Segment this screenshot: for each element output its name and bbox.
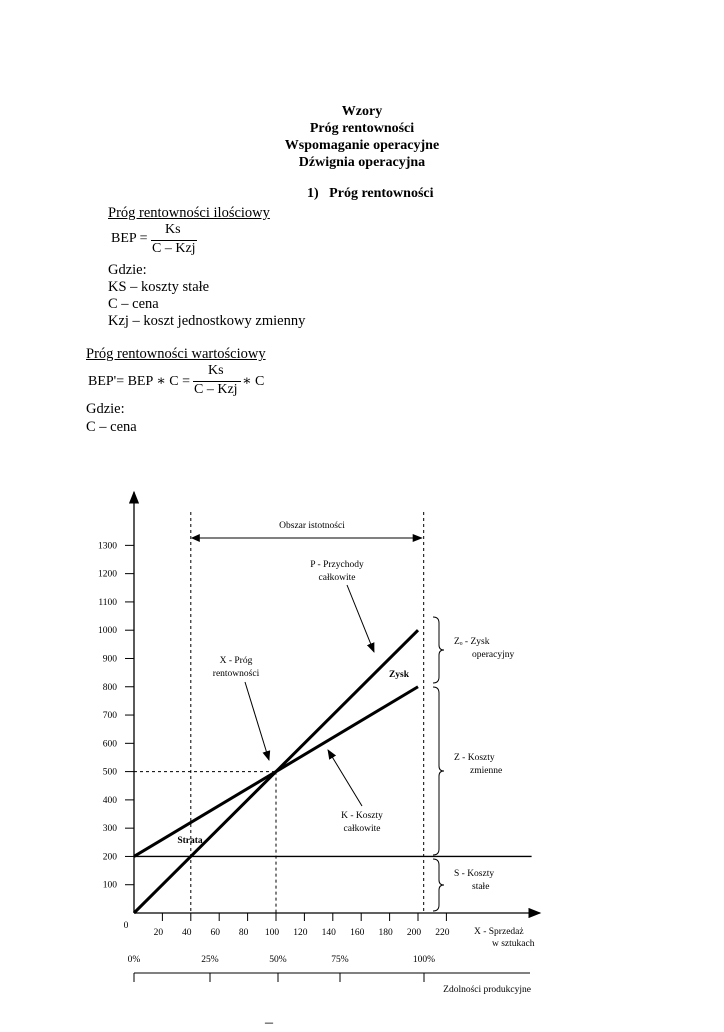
y-tick-label: 1000 xyxy=(98,626,117,637)
section-title: Próg rentowności xyxy=(329,186,434,201)
x-tick-label: 140 xyxy=(321,928,336,938)
x-axis-label-1: X - Sprzedaż xyxy=(474,927,524,937)
section-number: 1) xyxy=(307,186,319,201)
x-tick-label: 180 xyxy=(378,928,393,938)
bep-label-1: X - Próg xyxy=(219,656,253,666)
y-tick-label: 1200 xyxy=(98,569,117,580)
capacity-tick-label: 50% xyxy=(269,955,287,965)
revenue-label-2: całkowite xyxy=(318,573,356,583)
y-tick-label: 500 xyxy=(102,767,117,778)
x-tick-label: 40 xyxy=(182,928,192,938)
quantity-bep-numerator: Ks xyxy=(165,222,181,237)
quantity-def-c: C – cena xyxy=(108,296,159,312)
x-tick-label: 160 xyxy=(350,928,365,938)
title-wspomaganie: Wspomaganie operacyjne xyxy=(284,138,440,153)
y-tick-label: 1100 xyxy=(98,597,117,608)
total-cost-label-2: całkowite xyxy=(343,824,381,834)
operating-profit-label-1: Zₒ - Zysk xyxy=(454,637,490,647)
y-tick-label: 600 xyxy=(102,739,117,750)
value-bep-lhs: BEP'= BEP ∗ C = xyxy=(88,374,190,389)
value-bep-where: Gdzie: xyxy=(86,401,125,417)
capacity-tick-label: 25% xyxy=(201,955,219,965)
footer-mark: – xyxy=(265,1014,273,1031)
x-axis-label-2: w sztukach xyxy=(492,939,535,949)
value-bep-rhs: ∗ C xyxy=(242,374,265,389)
quantity-bep-where: Gdzie: xyxy=(108,262,147,278)
quantity-bep-heading: Próg rentowności ilościowy xyxy=(108,205,270,221)
bep-label-2: rentowności xyxy=(212,669,260,679)
loss-label: Strata xyxy=(177,836,203,846)
y-tick-label: 100 xyxy=(102,880,117,891)
profit-label: Zysk xyxy=(388,670,410,680)
total-cost-label-1: K - Koszty xyxy=(341,811,383,821)
relevance-area-label: Obszar istotności xyxy=(279,521,345,531)
value-bep-numerator: Ks xyxy=(208,363,224,378)
capacity-tick-label: 100% xyxy=(412,955,436,965)
title-wzory: Wzory xyxy=(341,104,383,119)
relevance-arrowhead-left xyxy=(191,534,200,542)
operating-profit-label-2: operacyjny xyxy=(472,650,515,660)
fixed-costs-label-1: S - Koszty xyxy=(454,869,495,879)
x-tick-label: 220 xyxy=(435,928,450,938)
capacity-label: Zdolności produkcyjne xyxy=(443,985,531,995)
x-tick-label: 200 xyxy=(406,928,422,938)
x-tick-label: 100 xyxy=(264,928,280,938)
revenue-pointer xyxy=(347,585,374,652)
origin-label: 0 xyxy=(123,921,129,931)
fixed-costs-label-2: stałe xyxy=(472,882,490,892)
title-dzwignia: Dźwignia operacyjna xyxy=(298,155,426,170)
variable-costs-brace xyxy=(433,687,444,855)
value-bep-denominator: C – Kzj xyxy=(194,382,238,397)
variable-costs-label-2: zmienne xyxy=(470,766,503,776)
x-tick-label: 20 xyxy=(153,928,164,938)
capacity-tick-label: 75% xyxy=(331,955,349,965)
quantity-def-ks: KS – koszty stałe xyxy=(108,279,210,295)
value-def-c: C – cena xyxy=(86,419,137,435)
bep-pointer xyxy=(245,682,269,760)
operating-profit-brace xyxy=(433,617,444,683)
title-prog: Próg rentowności xyxy=(309,121,415,136)
capacity-tick-label: 0% xyxy=(127,955,141,965)
y-tick-label: 300 xyxy=(102,824,117,835)
variable-costs-label-1: Z - Koszty xyxy=(454,753,495,763)
x-tick-label: 60 xyxy=(210,928,220,938)
quantity-bep-lhs: BEP = xyxy=(111,231,148,246)
y-tick-label: 1300 xyxy=(98,541,117,552)
x-tick-label: 120 xyxy=(293,928,308,938)
y-tick-label: 900 xyxy=(102,654,117,665)
y-tick-label: 800 xyxy=(102,682,117,693)
quantity-def-kzj: Kzj – koszt jednostkowy zmienny xyxy=(108,313,306,329)
quantity-bep-denominator: C – Kzj xyxy=(152,241,196,256)
value-bep-heading: Próg rentowności wartościowy xyxy=(86,346,266,362)
x-tick-label: 80 xyxy=(238,928,249,938)
fixed-costs-brace xyxy=(433,859,444,911)
revenue-label-1: P - Przychody xyxy=(310,560,364,570)
total-cost-pointer xyxy=(328,750,362,806)
y-tick-label: 200 xyxy=(102,852,117,863)
y-tick-label: 400 xyxy=(102,795,117,806)
y-tick-label: 700 xyxy=(102,711,117,722)
